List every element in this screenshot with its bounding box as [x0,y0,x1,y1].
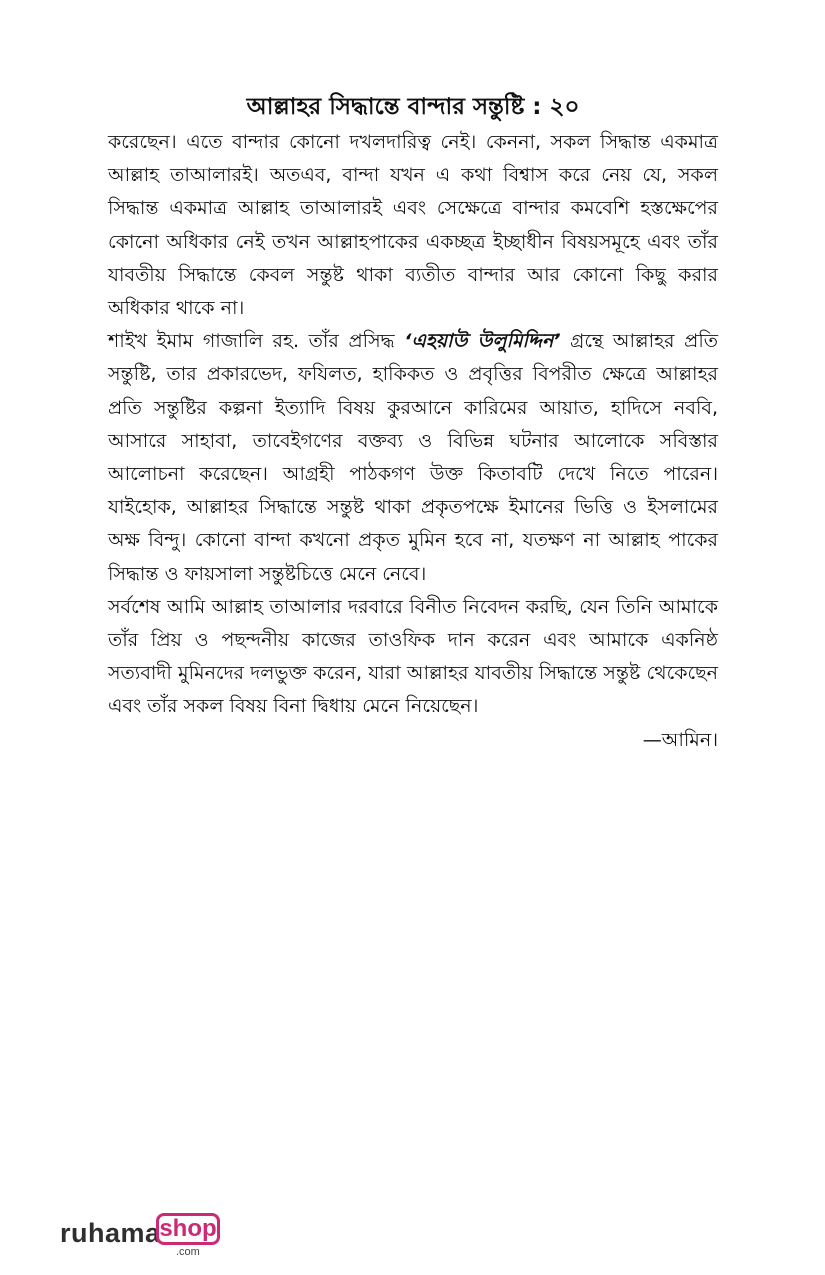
page-body [108,126,718,757]
logo-brand-box: shop [156,1213,220,1245]
ruhamashop-logo [60,1210,230,1260]
book-title-emphasis: ‘এহয়াউ উলুমিদ্দিন’ [404,330,561,353]
paragraph-1-text: করেছেন। এতে বান্দার কোনো দখলদারিত্ব নেই। কেননা, সকল সিদ্ধান্ত একমাত্র আল্লাহ তাআলারই। অতএব, বান্দা যখন এ কথা বিশ্বাস করে নেয় যে, সকল সিদ্ধান্ত একমাত্র আল্লাহ তাআলারই এবং সেক্ষেত্রে বান্দার কমবেশি হস্তক্ষেপের কোনো অধিকার নেই তখন আল্লাহপাকের একচ্ছত্র ইচ্ছাধীন বিষয়সমূহে এবং তাঁর যাবতীয় সিদ্ধান্তে কেবল সন্তুষ্ট থাকা ব্যতীত বান্দার আর কোনো কিছু করার অধিকার থাকে না। [108,131,718,320]
signoff: —আমিন। [642,728,718,751]
paragraph-1 [108,126,718,325]
paragraph-2-text-start: শাইখ ইমাম গাজালি রহ. তাঁর প্রসিদ্ধ [108,330,405,353]
paragraph-2-text-end: গ্রন্থে আল্লাহর প্রতি সন্তুষ্টি, তার প্রকারভেদ, ফযিলত, হাকিকত ও প্রবৃত্তির বিপরীত ক্ষেত্রে আল্লাহর প্রতি সন্তুষ্টির কল্পনা ইত্যাদি বিষয় কুরআনে কারিমের আয়াত, হাদিসে নববি, আসারে সাহাবা, তাবেইগণের বক্তব্য ও বিভিন্ন ঘটনার আলোকে সবিস্তার আলোচনা করেছেন। আগ্রহী পাঠকগণ উক্ত কিতাবটি দেখে নিতে পারেন। যাইহোক, আল্লাহর সিদ্ধান্তে সন্তুষ্ট থাকা প্রকৃতপক্ষে ইমানের ভিত্তি ও ইসলামের অক্ষ বিন্দু। কোনো বান্দা কখনো প্রকৃত মুমিন হবে না, যতক্ষণ না আল্লাহ পাকের সিদ্ধান্ত ও ফায়সালা সন্তুষ্টচিত্তে মেনে নেবে। [108,330,719,585]
running-header [108,92,718,122]
paragraph-2 [108,325,718,591]
paragraph-3-text: সর্বশেষ আমি আল্লাহ তাআলার দরবারে বিনীত নিবেদন করছি, যেন তিনি আমাকে তাঁর প্রিয় ও পছন্দনীয় কাজের তাওফিক দান করেন এবং আমাকে একনিষ্ঠ সত্যবাদী মুমিনদের দলভুক্ত করেন, যারা আল্লাহর যাবতীয় সিদ্ধান্তে সন্তুষ্ট থেকেছেন এবং তাঁর সকল বিষয় বিনা দ্বিধায় মেনে নিয়েছেন। [108,595,718,718]
logo-brand-domain: .com [176,1246,200,1258]
logo-brand-main: ruhama [60,1218,161,1248]
running-header-title: আল্লাহর সিদ্ধান্তে বান্দার সন্তুষ্টি : ২০ [246,94,580,120]
paragraph-3 [108,591,718,724]
